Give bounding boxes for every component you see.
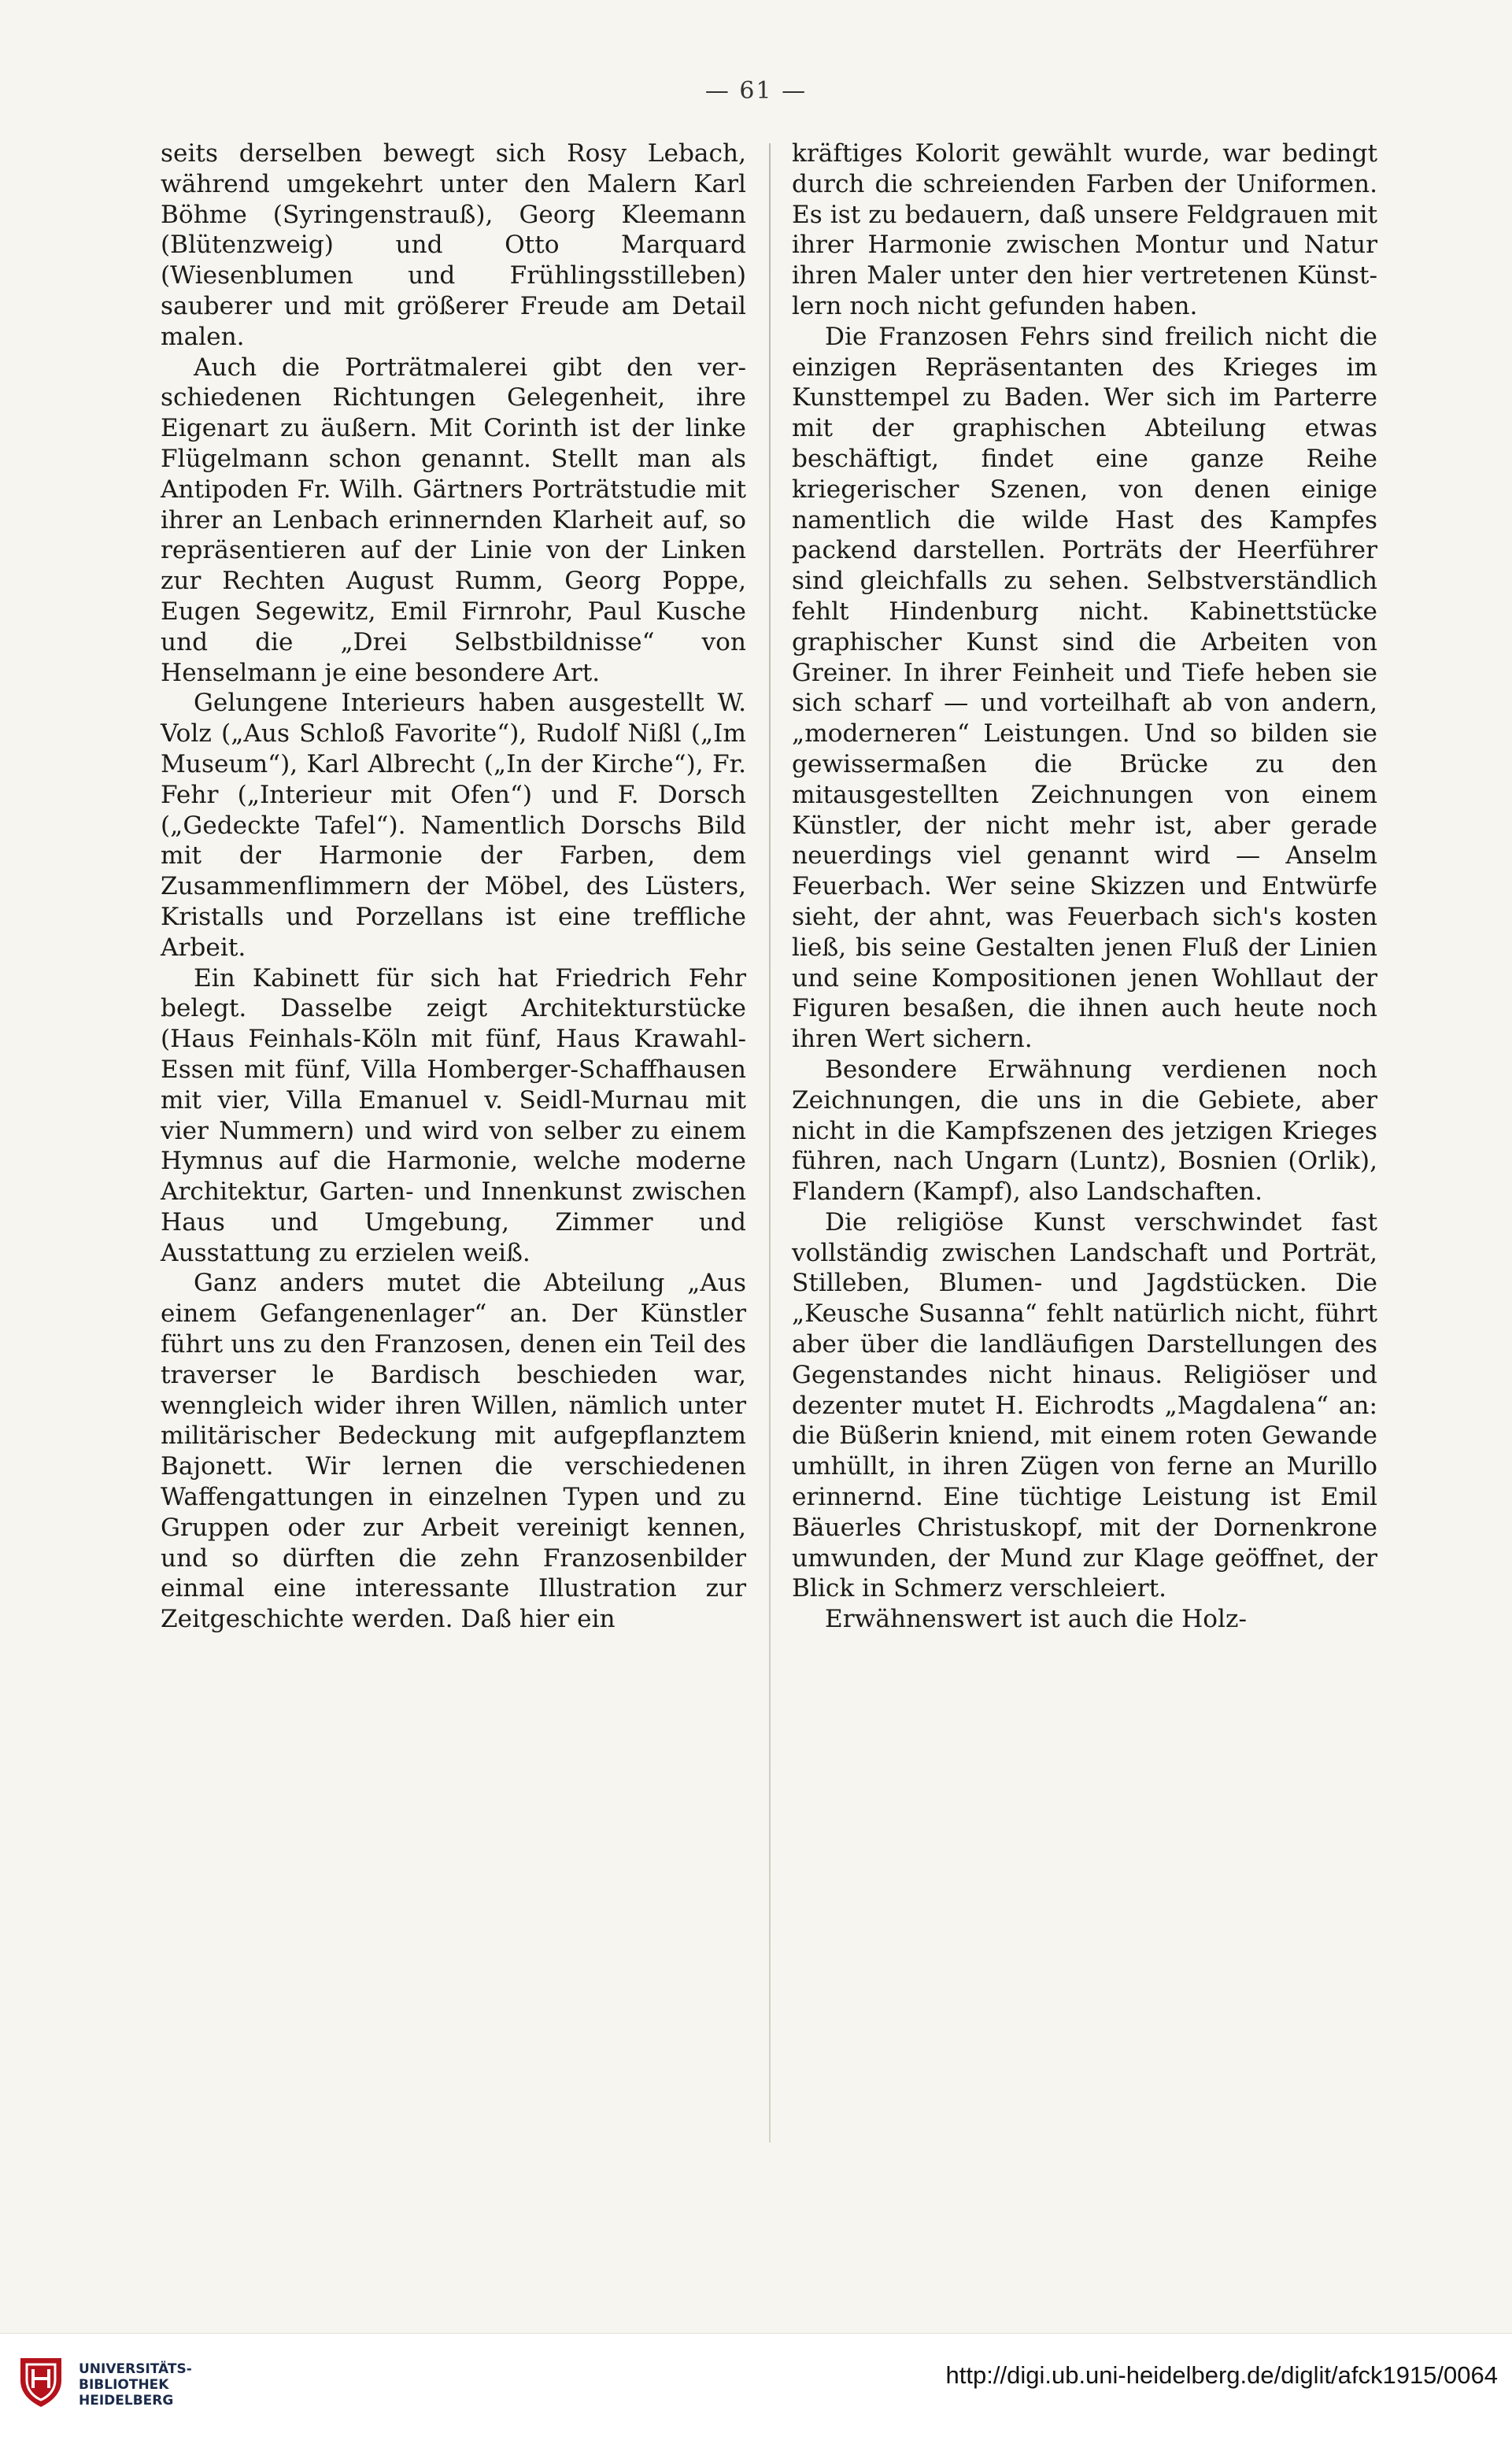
right-paragraph-2: Die Franzosen Fehrs sind freilich nicht die einzigen Repräsentanten des Krieges im Kunsttempel zu Baden. Wer sich im Parterre mit der graphischen Abteilung etwas beschäftigt, findet eine ganze Reihe kriegerischer Szenen, von denen einige namentlich die wilde Hast des Kampfes packend darstellen. Porträts der Heerführer sind gleichfalls zu sehen. Selbstverständlich fehlt Hindenburg nicht. Kabinettstücke graphischer Kunst sind die Arbeiten von Greiner. In ihrer Feinheit und Tiefe heben sie sich scharf — und vorteilhaft ab von andern, „moderneren“ Leistungen. Und so bilden sie gewissermaßen die Brücke zu den mitausgestellten Zeichnungen von einem Künstler, der nicht mehr ist, aber gerade neuerdings viel genannt wird — Anselm Feuerbach. Wer seine Skizzen und Entwürfe sieht, der ahnt, was Feuerbach sich's kosten ließ, bis seine Gestalten jenen Fluß der Linien und seine Kompositionen jenen Wohllaut der Figuren besaßen, die ihnen auch heute noch ihren Wert sichern. [792,322,1377,1054]
column-divider [769,143,771,2142]
institution-name [79,2361,192,2409]
right-paragraph-3: Besondere Erwähnung verdienen noch Zeichnungen, die uns in die Gebiete, aber nicht in die Kampfszenen des jetzigen Krieges führen, nach Ungarn (Luntz), Bosnien (Orlik), Flandern (Kampf), also Landschaften. [792,1055,1377,1207]
left-paragraph-5: Ganz anders mutet die Abteilung „Aus einem Gefangenenlager“ an. Der Künstler führt uns zu den Franzosen, denen ein Teil des traverser le Bardisch beschieden war, wenngleich wider ihren Willen, nämlich unter militärischer Bedeckung mit aufgepflanztem Bajonett. Wir lernen die verschiedenen Waffengattungen in einzelnen Typen und zu Gruppen oder zur Arbeit vereinigt kennen, und so dürften die zehn Franzosenbilder einmal eine interessante Illustration zur Zeitgeschichte werden. Daß hier ein [161,1269,746,1634]
institution-line-1: UNIVERSITÄTS- [79,2361,192,2377]
source-url-link[interactable]: http://digi.ub.uni-heidelberg.de/diglit/afck1915/0064 [945,2361,1498,2389]
left-paragraph-1: seits derselben bewegt sich Rosy Lebach, während umgekehrt unter den Malern Karl Böhme (Syringenstrauß), Georg Kleemann (Blütenzweig) und Otto Marquard (Wiesenblumen und Frühlingsstilleben) sauberer und mit größerer Freude am Detail malen. [161,139,746,351]
right-paragraph-1: kräftiges Kolorit gewählt wurde, war bedingt durch die schreienden Farben der Uniformen. Es ist zu bedauern, daß unsere Feldgrauen mit ihrer Harmonie zwischen Montur und Natur ihren Maler unter den hier vertretenen Künstlern noch nicht gefunden haben. [792,139,1377,320]
left-column [161,139,746,1635]
right-paragraph-5: Erwähnenswert ist auch die Holz- [825,1605,1247,1634]
right-column [792,139,1377,1635]
page-number: — 61 — [704,77,808,105]
right-paragraph-4: Die religiöse Kunst verschwindet fast vollständig zwischen Landschaft und Porträt, Stilleben, Blumen- und Jagdstücken. Die „Keusche Susanna“ fehlt natürlich nicht, führt aber über die landläufigen Darstellungen des Gegenstandes nicht hinaus. Religiöser und dezenter mutet H. Eichrodts „Magdalena“ an: die Büßerin kniend, mit einem roten Gewande umhüllt, in ihren Zügen von ferne an Murillo erinnernd. Eine tüchtige Leistung ist Emil Bäuerles Christuskopf, mit der Dornenkrone umwunden, der Mund zur Klage geöffnet, der Blick in Schmerz verschleiert. [792,1207,1377,1603]
institution-line-3: HEIDELBERG [79,2393,174,2409]
institution-line-2: BIBLIOTHEK [79,2377,169,2393]
left-paragraph-2: Auch die Porträtmalerei gibt den verschiedenen Richtungen Gelegenheit, ihre Eigenart zu äußern. Mit Corinth ist der linke Flügelmann schon genannt. Stellt man als Antipoden Fr. Wilh. Gärtners Porträtstudie mit ihrer an Lenbach erinnernden Klarheit auf, so repräsentieren auf der Linie von der Linken zur Rechten August Rumm, Georg Poppe, Eugen Segewitz, Emil Firnrohr, Paul Kusche und die „Drei Selbstbildnisse“ von Henselmann je eine besondere Art. [161,353,746,687]
left-paragraph-3: Gelungene Interieurs haben ausgestellt W. Volz („Aus Schloß Favorite“), Rudolf Nißl („Im Museum“), Karl Albrecht („In der Kirche“), Fr. Fehr („Interieur mit Ofen“) und F. Dorsch („Gedeckte Tafel“). Namentlich Dorschs Bild mit der Harmonie der Farben, dem Zusammenflimmern der Möbel, des Lüsters, Kristalls und Porzellans ist eine treffliche Arbeit. [161,689,746,962]
university-seal-icon [16,2353,66,2410]
left-paragraph-4: Ein Kabinett für sich hat Friedrich Fehr belegt. Dasselbe zeigt Architekturstücke (Haus Feinhals-Köln mit fünf, Haus Krawahl-Essen mit fünf, Villa Homberger-Schaffhausen mit vier, Villa Emanuel v. Seidl-Murnau mit vier Nummern) und wird von selber zu einem Hymnus auf die Harmonie, welche moderne Architektur, Garten- und Innenkunst zwischen Haus und Umgebung, Zimmer und Ausstattung zu erzielen weiß. [161,963,746,1267]
